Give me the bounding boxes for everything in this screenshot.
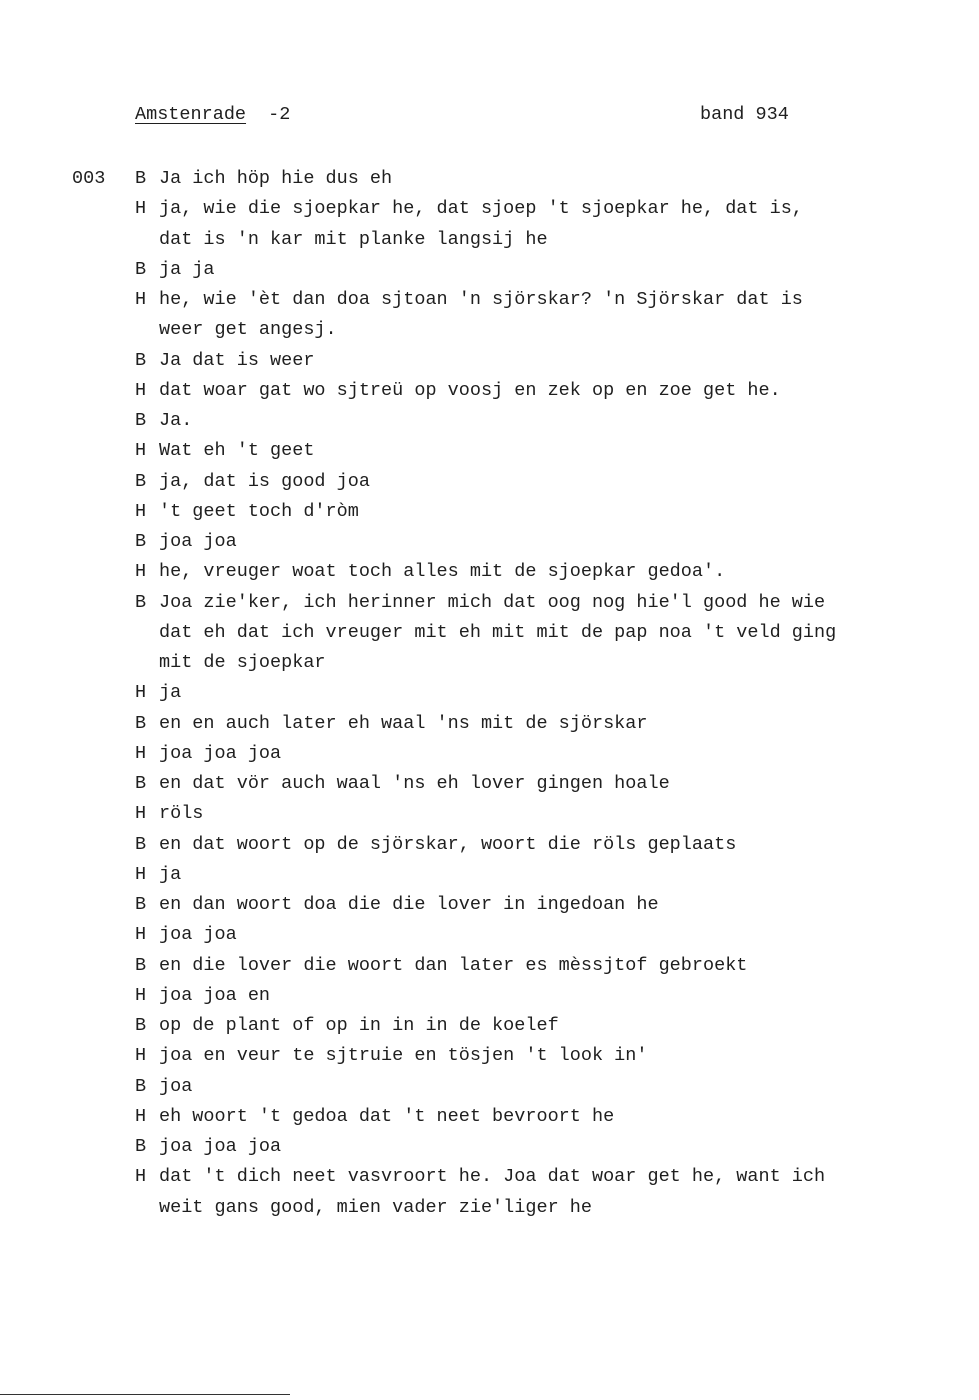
speaker-label: H	[135, 1045, 147, 1067]
speaker-label: H	[135, 984, 147, 1006]
speaker-label: B	[135, 954, 147, 976]
utterance-line: Ja ich höp hie dus eh	[159, 168, 393, 189]
utterance-line: en dan woort doa die die lover in ingedoan he	[159, 894, 659, 915]
speaker-label: B	[135, 773, 147, 794]
utterance-line: joa joa	[159, 531, 237, 552]
utterance-line: ja	[159, 682, 182, 704]
utterance-line: he, vreuger woat toch alles mit de sjoepkar gedoa'.	[159, 561, 726, 583]
speaker-label: B	[135, 591, 147, 613]
utterance-line: joa	[159, 1075, 193, 1097]
utterance-line: joa joa joa	[159, 1136, 282, 1157]
utterance-line: ja	[159, 863, 182, 885]
utterance-line: op de plant of op in in in de koelef	[159, 1015, 559, 1036]
utterance-line: he, wie 'èt dan doa sjtoan 'n sjörskar? 'n Sjörskar dat is	[159, 289, 803, 310]
speaker-label: H	[135, 500, 147, 522]
speaker-label: B	[135, 894, 147, 915]
speaker-label: H	[135, 440, 147, 462]
utterance-line: dat 't dich neet vasvroort he. Joa dat woar get he, want ich	[159, 1166, 826, 1188]
utterance-line: dat is 'n kar mit planke langsij he	[159, 228, 548, 250]
bottom-rule	[0, 1394, 290, 1395]
utterance-line: ja, wie die sjoepkar he, dat sjoep 't sjoepkar he, dat is,	[159, 198, 803, 220]
speaker-label: H	[135, 742, 147, 764]
speaker-label: H	[135, 289, 147, 310]
utterance-line: Joa zie'ker, ich herinner mich dat oog nog hie'l good he wie	[159, 591, 826, 613]
utterance-line: Ja.	[159, 410, 193, 431]
speaker-label: H	[135, 863, 147, 885]
speaker-label: B	[135, 258, 147, 280]
speaker-label: B	[135, 712, 147, 734]
utterance-line: en dat woort op de sjörskar, woort die röls geplaats	[159, 833, 737, 855]
utterance-line: joa joa en	[159, 984, 271, 1006]
utterance-line: joa en veur te sjtruie en tösjen 't look in'	[159, 1045, 648, 1067]
utterance-line: dat eh dat ich vreuger mit eh mit mit de pap noa 't veld ging	[159, 621, 837, 643]
speaker-label: H	[135, 803, 147, 825]
utterance-line: eh woort 't gedoa dat 't neet bevroort he	[159, 1105, 615, 1127]
speaker-label: B	[135, 1136, 147, 1157]
speaker-label: H	[135, 1105, 147, 1127]
speaker-label: H	[135, 561, 147, 583]
utterance-line: en dat vör auch waal 'ns eh lover gingen hoale	[159, 773, 670, 794]
speaker-label: H	[135, 198, 147, 220]
speaker-label: B	[135, 833, 147, 855]
utterance-line: 't geet toch d'ròm	[159, 500, 359, 522]
utterance-line: ja, dat is good joa	[159, 470, 370, 492]
speaker-label: B	[135, 349, 147, 371]
speaker-label: B	[135, 470, 147, 492]
speaker-label: H	[135, 924, 147, 946]
utterance-line: Wat eh 't geet	[159, 440, 315, 462]
speaker-label: B	[135, 410, 147, 431]
utterance-line: Ja dat is weer	[159, 349, 315, 371]
document-title-suffix: -2	[257, 104, 291, 125]
utterance-line: en en auch later eh waal 'ns mit de sjörskar	[159, 712, 648, 734]
speaker-label: B	[135, 168, 147, 189]
utterance-line: weit gans good, mien vader zie'liger he	[159, 1196, 592, 1218]
utterance-line: dat woar gat wo sjtreü op voosj en zek op en zoe get he.	[159, 379, 781, 401]
speaker-label: B	[135, 1015, 147, 1036]
utterance-line: en die lover die woort dan later es mèssjtof gebroekt	[159, 954, 748, 976]
utterance-line: ja ja	[159, 258, 215, 280]
speaker-label: H	[135, 682, 147, 704]
utterance-line: joa joa	[159, 924, 237, 946]
speaker-label: B	[135, 531, 147, 552]
utterance-line: weer get angesj.	[159, 319, 337, 341]
speaker-label: B	[135, 1075, 147, 1097]
speaker-label: H	[135, 379, 147, 401]
document-title: Amstenrade	[135, 104, 247, 125]
utterance-line: joa joa joa	[159, 742, 282, 764]
utterance-line: mit de sjoepkar	[159, 652, 326, 673]
utterance-line: röls	[159, 803, 204, 825]
line-number: 003	[72, 168, 106, 189]
speaker-label: H	[135, 1166, 147, 1188]
tape-number: band 934	[700, 104, 789, 125]
